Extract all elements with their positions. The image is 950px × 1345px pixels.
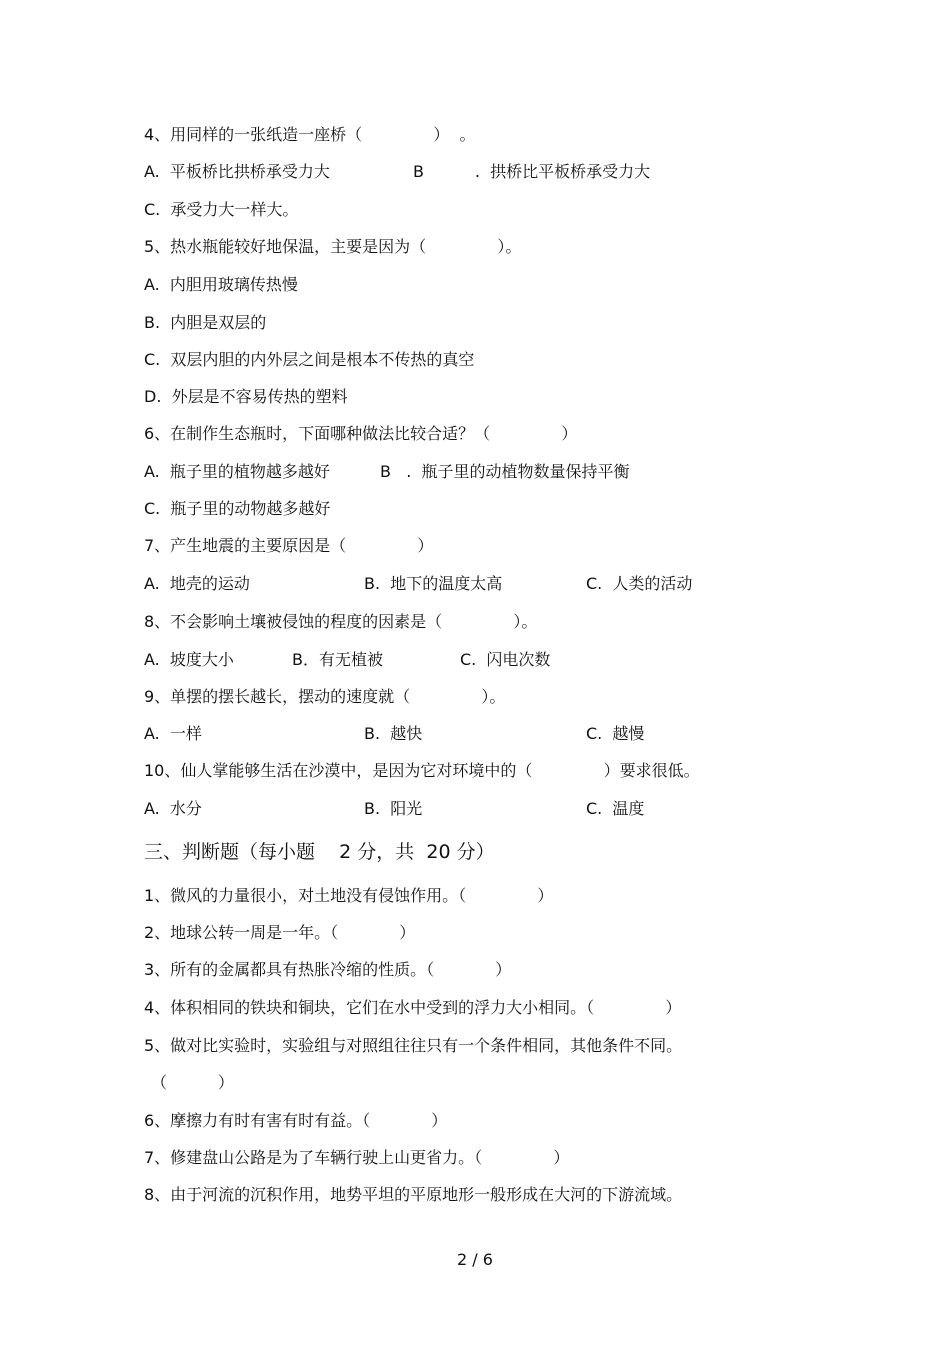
- question-4-option-c: C. 承受力大一样大。: [144, 200, 299, 219]
- judge-item-8: 8、由于河流的沉积作用，地势平坦的平原地形一般形成在大河的下游流域。: [144, 1185, 683, 1204]
- question-9-option-a: A. 一样: [144, 724, 202, 743]
- judge-item-6: 6、摩擦力有时有害有时有益。（ ）: [144, 1111, 448, 1130]
- question-5-option-c: C. 双层内胆的内外层之间是根本不传热的真空: [144, 350, 475, 369]
- question-8-stem: 8、不会影响土壤被侵蚀的程度的因素是（ ）。: [144, 612, 538, 631]
- question-7-stem: 7、产生地震的主要原因是（ ）: [144, 536, 434, 555]
- page-number: 2 / 6: [457, 1250, 493, 1269]
- question-8-option-b: B．有无植被: [292, 650, 383, 669]
- question-6-option-a: A. 瓶子里的植物越多越好: [144, 462, 330, 481]
- question-6-option-b: B . 瓶子里的动植物数量保持平衡: [380, 462, 630, 481]
- judge-item-5-blank: （ ）: [151, 1073, 234, 1092]
- question-4-option-a: A. 平板桥比拱桥承受力大: [144, 162, 330, 181]
- question-7-option-a: A. 地壳的运动: [144, 574, 250, 593]
- question-10-option-a: A. 水分: [144, 799, 202, 818]
- judge-item-3: 3、所有的金属都具有热胀冷缩的性质。（ ）: [144, 960, 512, 979]
- question-8-option-a: A. 坡度大小: [144, 650, 234, 669]
- question-8-option-c: C. 闪电次数: [460, 650, 551, 669]
- question-4-option-b: B . 拱桥比平板桥承受力大: [413, 162, 651, 181]
- question-7-option-c: C. 人类的活动: [586, 574, 693, 593]
- question-5-option-b: B. 内胆是双层的: [144, 313, 267, 332]
- judge-item-5: 5、做对比实验时，实验组与对照组往往只有一个条件相同，其他条件不同。: [144, 1036, 683, 1055]
- question-9-option-b: B. 越快: [364, 724, 423, 743]
- question-9-option-c: C. 越慢: [586, 724, 645, 743]
- question-10-option-b: B. 阳光: [364, 799, 423, 818]
- judge-item-7: 7、修建盘山公路是为了车辆行驶上山更省力。（ ）: [144, 1148, 570, 1167]
- judge-item-2: 2、地球公转一周是一年。（ ）: [144, 923, 416, 942]
- question-10-option-c: C. 温度: [586, 799, 645, 818]
- question-4-stem: 4、用同样的一张纸造一座桥（ ） 。: [144, 125, 476, 144]
- question-10-stem: 10、仙人掌能够生活在沙漠中，是因为它对环境中的（ ）要求很低。: [144, 761, 700, 780]
- question-6-option-c: C. 瓶子里的动物越多越好: [144, 499, 331, 518]
- question-5-option-a: A. 内胆用玻璃传热慢: [144, 275, 298, 294]
- judge-item-4: 4、体积相同的铁块和铜块，它们在水中受到的浮力大小相同。（ ）: [144, 998, 682, 1017]
- question-7-option-b: B. 地下的温度太高: [364, 574, 503, 593]
- question-9-stem: 9、单摆的摆长越长，摆动的速度就（ ）。: [144, 687, 506, 706]
- question-5-option-d: D. 外层是不容易传热的塑料: [144, 387, 348, 406]
- judge-item-1: 1、微风的力量很小，对土地没有侵蚀作用。（ ）: [144, 886, 554, 905]
- question-5-stem: 5、热水瓶能较好地保温，主要是因为（ ）。: [144, 237, 522, 256]
- question-6-stem: 6、在制作生态瓶时，下面哪种做法比较合适？（ ）: [144, 424, 578, 443]
- section-3-heading: 三、判断题（每小题 2 分，共 20 分）: [144, 841, 495, 863]
